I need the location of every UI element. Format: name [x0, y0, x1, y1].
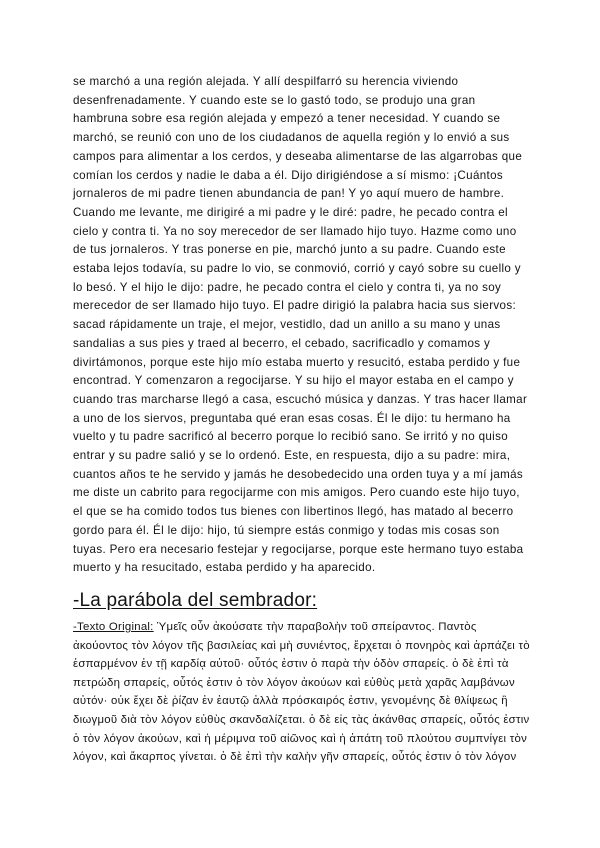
body-paragraph: se marchó a una región alejada. Y allí despilfarró su herencia viviendo desenfrenadamente. Y cuando este se lo gastó todo, se produjo una gran hambruna sobre esa región alejada y empezó a tener necesidad. Y cuando se marchó, se reunió con uno de los ciudadanos de aquella región y lo envió a sus campos para alimentar a los cerdos, y deseaba alimentarse de las algarrobas que comían los cerdos y nadie le daba a él. Dijo dirigiéndose a sí mismo: ¡Cuántos jornaleros de mi padre tienen abundancia de pan! Y yo aquí muero de hambre. Cuando me levante, me dirigiré a mi padre y le diré: padre, he pecado contra el cielo y contra ti. Ya no soy merecedor de ser llamado hijo tuyo. Hazme como uno de tus jornaleros. Y tras ponerse en pie, marchó junto a su padre. Cuando este estaba lejos todavía, su padre lo vio, se conmovió, corrió y cayó sobre su cuello y lo besó. Y el hijo le dijo: padre, he pecado contra el cielo y contra ti, ya no soy merecedor de ser llamado hijo tuyo. El padre dirigió la palabra hacia sus siervos: sacad rápidamente un traje, el mejor, vestidlo, dad un anillo a su mano y unas sandalias a sus pies y traed al becerro, el cebado, sacrificadlo y comamos y divirtámonos, porque este hijo mío estaba muerto y resucitó, estaba perdido y fue encontrad. Y comenzaron a regocijarse. Y su hijo el mayor estaba en el campo y cuando tras marcharse llegó a casa, escuchó música y danzas. Y tras hacer llamar a uno de los siervos, preguntaba qué eran esas cosas. Él le dijo: tu hermano ha vuelto y tu padre sacrificó al becerro porque lo recibió sano. Se irritó y no quiso entrar y su padre salió y se lo ordenó. Este, en respuesta, dijo a su padre: mira, cuantos años te he servido y jamás he desobedecido una orden tuya y a mí jamás me diste un cabrito para regocijarme con mis amigos. Pero cuando este hijo tuyo, el que se ha comido todos tus bienes con libertinos llegó, has matado al becerro gordo para él. Él le dijo: hijo, tú siempre estás conmigo y todas mis cosas son tuyas. Pero era necesario festejar y regocijarse, porque este hermano tuyo estaba muerto y ha resucitado, estaba perdido y ha aparecido. — [73, 75, 528, 575]
original-text-label: -Texto Original: — [73, 621, 154, 633]
original-text-paragraph — [73, 618, 533, 767]
greek-text: Ὑμεῖς οὖν ἀκούσατε τὴν παραβολὴν τοῦ σπείραντος. Παντὸς ἀκούοντος τὸν λόγον τῆς βασιλείας καὶ μὴ συνιέντος, ἔρχεται ὁ πονηρὸς καὶ ἁρπάζει τὸ ἐσπαρμένον ἐν τῇ καρδίᾳ αὐτοῦ· οὗτός ἐστιν ὁ παρὰ τὴν ὁδὸν σπαρείς. ὁ δὲ ἐπὶ τὰ πετρώδη σπαρείς, οὗτός ἐστιν ὁ τὸν λόγον ἀκούων καὶ εὐθὺς μετὰ χαρᾶς λαμβάνων αὐτόν· οὐκ ἔχει δὲ ῥίζαν ἐν ἑαυτῷ ἀλλὰ πρόσκαιρός ἐστιν, γενομένης δὲ θλίψεως ἢ διωγμοῦ διὰ τὸν λόγον εὐθὺς σκανδαλίζεται. ὁ δὲ εἰς τὰς ἀκάνθας σπαρείς, οὗτός ἐστιν ὁ τὸν λόγον ἀκούων, καὶ ἡ μέριμνα τοῦ αἰῶνος καὶ ἡ ἀπάτη τοῦ πλούτου συμπνίγει τὸν λόγον, καὶ ἄκαρπος γίνεται. ὁ δὲ ἐπὶ τὴν καλὴν γῆν σπαρείς, οὗτός ἐστιν ὁ τὸν λόγον — [73, 621, 530, 764]
section-heading: -La parábola del sembrador: — [73, 590, 318, 611]
